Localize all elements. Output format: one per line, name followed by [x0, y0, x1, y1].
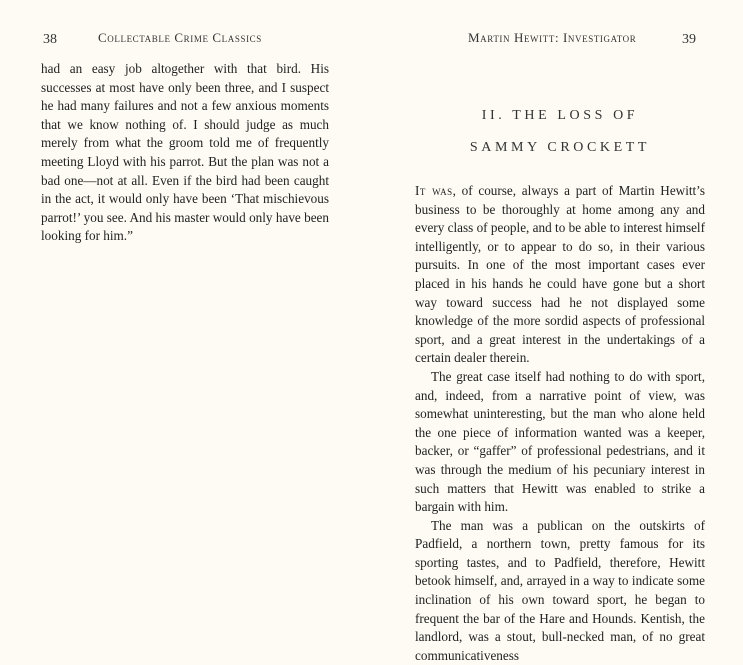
running-head-book-title: Collectable Crime Classics: [98, 30, 262, 45]
body-text: [41, 60, 329, 246]
running-head-section-title: Martin Hewitt: Investigator: [468, 30, 637, 45]
paragraph: had an easy job altogether with that bird. His successes at most have only been three, and I suspect he had many failures and not a few anxious moments that we know nothing of. I should judge as much merely from what the groom told me of frequently meeting Lloyd with his parrot. But the plan was not a bad one—not at all. Even if the bird had been caught in the act, it would only have been ‘That mischievous parrot!’ you see. And his master would only have been looking for him.”: [41, 61, 329, 244]
left-page: [0, 0, 371, 600]
paragraph: The great case itself had nothing to do with sport, and, indeed, from a narrative point of view, was somewhat uninteresting, but the man who alone held the one piece of information wanted was a keeper, backer, or “gaffer” of professional pedestrians, and it was through the medium of his pecuniary interest in such matters that Hewitt was enabled to strike a bargain with him.: [415, 368, 705, 515]
paragraph: The man was a publican on the outskirts of Padfield, a northern town, pretty famous for its sporting tastes, and to Padfield, therefore, Hewitt betook himself, and, arrayed in a way to indicate some inclination of his own toward sport, he began to frequent the bar of the Hare and Hounds. Kentish, the landlord, was a stout, bull-necked man, of no great communicativeness: [415, 517, 705, 663]
opening-paragraph: [415, 182, 705, 368]
chapter-title-line-2: SAMMY CROCKETT: [469, 140, 651, 155]
body-text: [415, 182, 705, 665]
opening-paragraph-text: , of course, always a part of Martin Hewitt’s business to be thoroughly at home among any and every class of people, and to be able to interest himself intelligently, or to appear to do so, in their various pursuits. In one of the most important cases ever placed in his hands he could have gone but a short way toward success had he not displayed some knowledge of the more sordid aspects of professional sport, and a great interest in the undertakings of a certain dealer therein.: [415, 183, 705, 366]
right-page: [372, 0, 743, 663]
page-number: 38: [43, 32, 57, 47]
chapter-title-line-1: II. THE LOSS OF: [481, 108, 639, 123]
lead-in-small-caps: It was: [415, 183, 453, 198]
page-number: 39: [682, 32, 696, 47]
